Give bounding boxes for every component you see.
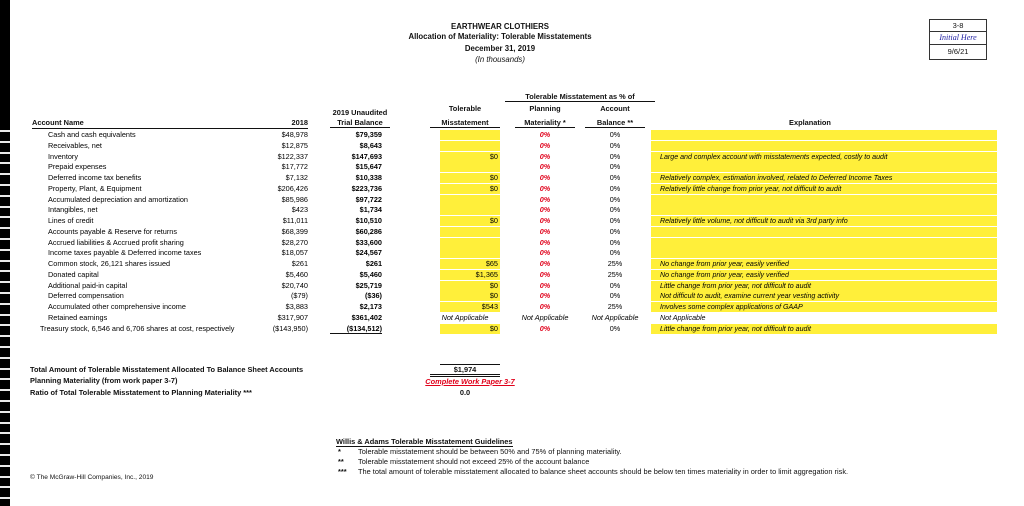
explanation: Relatively little change from prior year, not difficult to audit bbox=[660, 185, 842, 193]
account-name: Accumulated depreciation and amortization bbox=[48, 195, 188, 204]
pct-planning-materiality: 0% bbox=[539, 259, 551, 268]
sheet-units: (In thousands) bbox=[475, 55, 525, 64]
pct-planning-materiality: 0% bbox=[539, 270, 551, 279]
sheet-title: Allocation of Materiality: Tolerable Misstatements bbox=[408, 32, 592, 41]
balance-2019: $10,338 bbox=[355, 173, 382, 182]
balance-2018: $261 bbox=[291, 259, 308, 268]
tolerable-misstatement bbox=[440, 205, 498, 215]
balance-2018: $20,740 bbox=[281, 281, 308, 290]
row-number bbox=[0, 141, 10, 143]
col-header-pm-line2: Materiality * bbox=[515, 118, 575, 128]
row-number bbox=[0, 432, 10, 434]
pct-account-balance: 0% bbox=[609, 184, 621, 193]
account-name: Treasury stock, 6,546 and 6,706 shares at cost, respectively bbox=[40, 324, 235, 333]
row-number bbox=[0, 335, 10, 337]
total-value: $1,974 bbox=[430, 365, 500, 377]
balance-2019: $5,460 bbox=[359, 270, 382, 279]
row-number bbox=[0, 206, 10, 208]
row-number bbox=[0, 486, 10, 488]
total-label: Total Amount of Tolerable Misstatement Allocated To Balance Sheet Accounts bbox=[30, 365, 304, 374]
ratio-value: 0.0 bbox=[459, 388, 471, 397]
tolerable-misstatement: $0 bbox=[489, 291, 498, 300]
tolerable-misstatement bbox=[440, 162, 498, 172]
guideline-mark: *** bbox=[338, 467, 347, 476]
balance-2019: ($134,512) bbox=[346, 324, 382, 333]
explanation-input[interactable] bbox=[651, 141, 997, 151]
pct-planning-materiality: 0% bbox=[539, 227, 551, 236]
pct-planning-materiality: 0% bbox=[539, 195, 551, 204]
balance-2019: $15,647 bbox=[355, 162, 382, 171]
balance-2019: $10,510 bbox=[355, 216, 382, 225]
balance-2019: $97,722 bbox=[355, 195, 382, 204]
row-number bbox=[0, 173, 10, 175]
tolerable-misstatement: $1,365 bbox=[475, 270, 498, 279]
guideline-mark: ** bbox=[338, 457, 344, 466]
balance-2019: $25,719 bbox=[355, 281, 382, 290]
planning-materiality-label: Planning Materiality (from work paper 3-7) bbox=[30, 376, 178, 385]
pct-account-balance: 0% bbox=[609, 227, 621, 236]
row-number bbox=[0, 422, 10, 424]
explanation: Not Applicable bbox=[660, 314, 706, 322]
explanation: Large and complex account with misstatements expected, costly to audit bbox=[660, 153, 888, 161]
pct-planning-materiality: 0% bbox=[539, 281, 551, 290]
pct-account-balance: 0% bbox=[609, 141, 621, 150]
explanation-input[interactable] bbox=[651, 248, 997, 258]
tolerable-misstatement: $0 bbox=[489, 173, 498, 182]
sheet-date: December 31, 2019 bbox=[464, 44, 536, 53]
pct-account-balance: 0% bbox=[609, 152, 621, 161]
pct-planning-materiality: 0% bbox=[539, 324, 551, 333]
pct-planning-materiality: 0% bbox=[539, 162, 551, 171]
account-name: Additional paid-in capital bbox=[48, 281, 128, 290]
explanation-input[interactable] bbox=[651, 195, 997, 205]
row-number bbox=[0, 162, 10, 164]
row-number bbox=[0, 346, 10, 348]
tolerable-misstatement bbox=[440, 248, 498, 258]
account-name: Retained earnings bbox=[48, 313, 108, 322]
account-name: Income taxes payable & Deferred income taxes bbox=[48, 248, 202, 257]
explanation: Relatively complex, estimation involved, related to Deferred Income Taxes bbox=[660, 174, 893, 182]
guideline-text: The total amount of tolerable misstatement allocated to balance sheet accounts should be below ten times materiality in order to limit aggregation risk. bbox=[358, 467, 849, 476]
col-header-pct-group: Tolerable Misstatement as % of bbox=[505, 92, 655, 102]
pct-planning-materiality: 0% bbox=[539, 130, 551, 139]
balance-2018: $85,986 bbox=[281, 195, 308, 204]
account-name: Accounts payable & Reserve for returns bbox=[48, 227, 177, 236]
explanation-input[interactable] bbox=[651, 205, 997, 215]
row-number bbox=[0, 292, 10, 294]
pct-account-balance: 0% bbox=[609, 216, 621, 225]
balance-2018: $122,337 bbox=[277, 152, 308, 161]
col-header-tm-line2: Misstatement bbox=[430, 118, 500, 128]
row-number bbox=[0, 303, 10, 305]
row-number bbox=[0, 227, 10, 229]
copyright: © The McGraw-Hill Companies, Inc., 2019 bbox=[30, 474, 154, 481]
row-number bbox=[0, 249, 10, 251]
workpaper-ref: 3-8 bbox=[952, 21, 964, 30]
balance-2019: $79,359 bbox=[355, 130, 382, 139]
spreadsheet[interactable] bbox=[10, 0, 1024, 506]
explanation: Involves some complex applications of GAAP bbox=[660, 303, 803, 311]
account-name: Cash and cash equivalents bbox=[48, 130, 136, 139]
col-header-ab-line2: Balance ** bbox=[585, 118, 645, 128]
pct-planning-materiality: 0% bbox=[539, 238, 551, 247]
pct-account-balance: Not Applicable bbox=[591, 313, 639, 322]
row-number bbox=[0, 260, 10, 262]
row-number bbox=[0, 476, 10, 478]
row-number bbox=[0, 378, 10, 380]
balance-2018: $48,978 bbox=[281, 130, 308, 139]
explanation: No change from prior year, easily verified bbox=[660, 271, 789, 279]
pct-account-balance: 25% bbox=[607, 302, 623, 311]
account-name: Accrued liabilities & Accrued profit sharing bbox=[48, 238, 184, 247]
pct-planning-materiality: Not Applicable bbox=[521, 313, 569, 322]
col-header-2018: 2018 bbox=[291, 118, 308, 127]
pct-account-balance: 25% bbox=[607, 270, 623, 279]
balance-2018: $17,772 bbox=[281, 162, 308, 171]
tolerable-misstatement: $65 bbox=[485, 259, 498, 268]
row-number bbox=[0, 497, 10, 499]
account-name: Deferred compensation bbox=[48, 291, 124, 300]
guideline-text: Tolerable misstatement should be between 50% and 75% of planning materiality. bbox=[358, 447, 622, 456]
explanation-input[interactable] bbox=[651, 227, 997, 237]
row-number bbox=[0, 454, 10, 456]
balance-2018: $18,057 bbox=[281, 248, 308, 257]
row-number bbox=[0, 195, 10, 197]
col-header-tb-line2: Trial Balance bbox=[330, 118, 390, 128]
tolerable-misstatement: $0 bbox=[489, 324, 498, 333]
pct-planning-materiality: 0% bbox=[539, 302, 551, 311]
pct-account-balance: 0% bbox=[609, 291, 621, 300]
explanation: Little change from prior year, not difficult to audit bbox=[660, 282, 812, 290]
balance-2019: $2,173 bbox=[359, 302, 382, 311]
pct-planning-materiality: 0% bbox=[539, 291, 551, 300]
tolerable-misstatement: Not Applicable bbox=[441, 313, 489, 322]
pct-account-balance: 0% bbox=[609, 324, 621, 333]
balance-2018: $5,460 bbox=[285, 270, 308, 279]
tolerable-misstatement bbox=[440, 238, 498, 248]
ratio-label: Ratio of Total Tolerable Misstatement to Planning Materiality *** bbox=[30, 388, 252, 397]
row-number bbox=[0, 465, 10, 467]
guidelines-title: Willis & Adams Tolerable Misstatement Guidelines bbox=[336, 437, 513, 446]
preparer-initials[interactable]: Initial Here bbox=[939, 33, 977, 42]
account-name: Property, Plant, & Equipment bbox=[48, 184, 142, 193]
explanation: Not difficult to audit, examine current year vesting activity bbox=[660, 292, 839, 300]
balance-2019: ($36) bbox=[364, 291, 382, 300]
pct-account-balance: 25% bbox=[607, 259, 623, 268]
explanation: No change from prior year, easily verified bbox=[660, 260, 789, 268]
pct-account-balance: 0% bbox=[609, 281, 621, 290]
col-header-tm-line1: Tolerable bbox=[448, 104, 482, 113]
balance-2019: $1,734 bbox=[359, 205, 382, 214]
explanation-input[interactable] bbox=[651, 162, 997, 172]
explanation-input[interactable] bbox=[651, 238, 997, 248]
row-number bbox=[0, 238, 10, 240]
row-number bbox=[0, 443, 10, 445]
balance-2018: ($143,950) bbox=[272, 324, 308, 333]
row-number bbox=[0, 357, 10, 359]
row-number bbox=[0, 270, 10, 272]
balance-2018: $7,132 bbox=[285, 173, 308, 182]
balance-2018: $206,426 bbox=[277, 184, 308, 193]
col-header-tb-line1: 2019 Unaudited bbox=[332, 108, 388, 117]
balance-2019: $33,600 bbox=[355, 238, 382, 247]
explanation: Relatively little volume, not difficult to audit via 3rd party info bbox=[660, 217, 848, 225]
workpaper-index-box bbox=[929, 19, 987, 60]
pct-planning-materiality: 0% bbox=[539, 248, 551, 257]
balance-2018: $68,399 bbox=[281, 227, 308, 236]
row-number bbox=[0, 216, 10, 218]
pct-planning-materiality: 0% bbox=[539, 205, 551, 214]
explanation: Little change from prior year, not difficult to audit bbox=[660, 325, 812, 333]
explanation-input[interactable] bbox=[651, 130, 997, 140]
balance-2018: $11,011 bbox=[282, 216, 308, 225]
balance-2019: $361,402 bbox=[351, 313, 382, 322]
balance-2018: $317,907 bbox=[277, 313, 308, 322]
col-header-explanation: Explanation bbox=[789, 118, 831, 127]
pct-account-balance: 0% bbox=[609, 162, 621, 171]
row-number bbox=[0, 324, 10, 326]
account-name: Receivables, net bbox=[48, 141, 102, 150]
guideline-mark: * bbox=[338, 447, 341, 456]
row-number bbox=[0, 130, 10, 132]
pct-account-balance: 0% bbox=[609, 195, 621, 204]
pct-planning-materiality: 0% bbox=[539, 152, 551, 161]
planning-materiality-value[interactable]: Complete Work Paper 3-7 bbox=[425, 377, 515, 386]
pct-account-balance: 0% bbox=[609, 248, 621, 257]
col-header-ab-line1: Account bbox=[600, 104, 630, 113]
balance-2019: $147,693 bbox=[351, 152, 382, 161]
tolerable-misstatement: $543 bbox=[481, 302, 498, 311]
balance-2018: $3,883 bbox=[285, 302, 308, 311]
prepared-date: 9/6/21 bbox=[947, 47, 969, 56]
account-name: Accumulated other comprehensive income bbox=[48, 302, 186, 311]
tolerable-misstatement: $0 bbox=[489, 152, 498, 161]
row-number bbox=[0, 389, 10, 391]
tolerable-misstatement: $0 bbox=[489, 216, 498, 225]
pct-planning-materiality: 0% bbox=[539, 173, 551, 182]
pct-account-balance: 0% bbox=[609, 130, 621, 139]
row-number bbox=[0, 184, 10, 186]
balance-2018: ($79) bbox=[290, 291, 308, 300]
guideline-text: Tolerable misstatement should not exceed 25% of the account balance bbox=[358, 457, 590, 466]
row-number bbox=[0, 368, 10, 370]
account-name: Deferred income tax benefits bbox=[48, 173, 142, 182]
row-number-gutter bbox=[0, 0, 10, 506]
account-name: Prepaid expenses bbox=[48, 162, 107, 171]
account-name: Intangibles, net bbox=[48, 205, 98, 214]
pct-planning-materiality: 0% bbox=[539, 141, 551, 150]
row-number bbox=[0, 281, 10, 283]
row-number bbox=[0, 314, 10, 316]
balance-2019: $24,567 bbox=[355, 248, 382, 257]
row-number bbox=[0, 411, 10, 413]
row-number bbox=[0, 400, 10, 402]
balance-2019: $223,736 bbox=[351, 184, 382, 193]
pct-account-balance: 0% bbox=[609, 173, 621, 182]
pct-account-balance: 0% bbox=[609, 238, 621, 247]
tolerable-misstatement bbox=[440, 195, 498, 205]
col-header-account-name: Account Name bbox=[32, 118, 84, 127]
company-name: EARTHWEAR CLOTHIERS bbox=[451, 22, 549, 31]
account-name: Donated capital bbox=[48, 270, 99, 279]
account-name: Common stock, 26,121 shares issued bbox=[48, 259, 171, 268]
tolerable-misstatement: $0 bbox=[489, 281, 498, 290]
col-header-pm-line1: Planning bbox=[529, 104, 561, 113]
balance-2019: $8,643 bbox=[359, 141, 382, 150]
tolerable-misstatement bbox=[440, 141, 498, 151]
balance-2018: $12,875 bbox=[281, 141, 308, 150]
account-name: Inventory bbox=[48, 152, 79, 161]
pct-planning-materiality: 0% bbox=[539, 216, 551, 225]
account-name: Lines of credit bbox=[48, 216, 94, 225]
balance-2019: $60,286 bbox=[355, 227, 382, 236]
balance-2019: $261 bbox=[365, 259, 382, 268]
tolerable-misstatement bbox=[440, 227, 498, 237]
balance-2018: $28,270 bbox=[281, 238, 308, 247]
pct-account-balance: 0% bbox=[609, 205, 621, 214]
balance-2018: $423 bbox=[291, 205, 308, 214]
tolerable-misstatement: $0 bbox=[489, 184, 498, 193]
pct-planning-materiality: 0% bbox=[539, 184, 551, 193]
row-number bbox=[0, 152, 10, 154]
tolerable-misstatement bbox=[440, 130, 498, 140]
